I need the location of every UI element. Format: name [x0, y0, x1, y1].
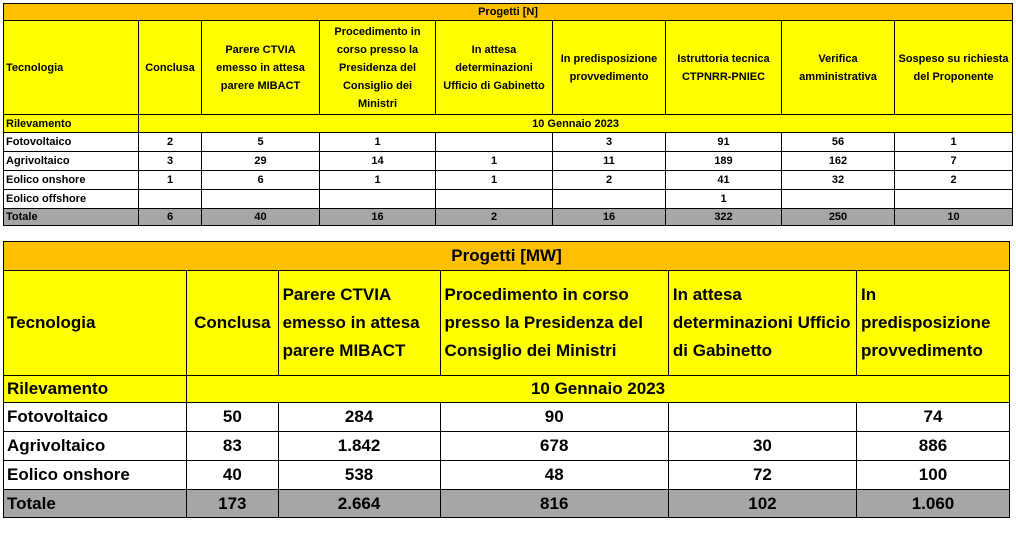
- cell: 2: [895, 171, 1013, 190]
- cell: [320, 190, 436, 209]
- row-label: Eolico onshore: [4, 461, 187, 490]
- header-in-attesa: In attesa determinazioni Ufficio di Gabinetto: [436, 21, 553, 115]
- header-parere-ctvia: Parere CTVIA emesso in attesa parere MIBACT: [278, 271, 440, 376]
- cell: 10: [895, 209, 1013, 226]
- row-label: Agrivoltaico: [4, 152, 139, 171]
- cell: 1: [666, 190, 782, 209]
- cell: 1: [320, 133, 436, 152]
- cell: 2: [436, 209, 553, 226]
- cell: 886: [856, 432, 1009, 461]
- cell: 100: [856, 461, 1009, 490]
- table-row: [4, 152, 1013, 171]
- cell: 16: [320, 209, 436, 226]
- header-in-attesa: In attesa determinazioni Ufficio di Gabinetto: [668, 271, 856, 376]
- row-label: Fotovoltaico: [4, 133, 139, 152]
- cell: 7: [895, 152, 1013, 171]
- table-row: [4, 403, 1010, 432]
- cell: 1: [139, 171, 202, 190]
- cell: 284: [278, 403, 440, 432]
- header-predisposizione: In predisposizione provvedimento: [553, 21, 666, 115]
- header-parere-ctvia: Parere CTVIA emesso in attesa parere MIBACT: [202, 21, 320, 115]
- cell: 1.060: [856, 490, 1009, 518]
- cell: 11: [553, 152, 666, 171]
- header-istruttoria: Istruttoria tecnica CTPNRR-PNIEC: [666, 21, 782, 115]
- cell: 41: [666, 171, 782, 190]
- total-label: Totale: [4, 209, 139, 226]
- cell: 40: [202, 209, 320, 226]
- cell: 29: [202, 152, 320, 171]
- cell: 72: [668, 461, 856, 490]
- total-label: Totale: [4, 490, 187, 518]
- cell: 30: [668, 432, 856, 461]
- cell: 322: [666, 209, 782, 226]
- header-verifica: Verifica amministrativa: [782, 21, 895, 115]
- rilevamento-label: Rilevamento: [4, 115, 139, 133]
- cell: [668, 403, 856, 432]
- header-tecnologia: Tecnologia: [4, 21, 139, 115]
- row-label: Eolico onshore: [4, 171, 139, 190]
- cell: 2: [139, 133, 202, 152]
- cell: 48: [440, 461, 668, 490]
- cell: 16: [553, 209, 666, 226]
- header-procedimento: Procedimento in corso presso la Presidenza del Consiglio dei Ministri: [320, 21, 436, 115]
- header-sospeso: Sospeso su richiesta del Proponente: [895, 21, 1013, 115]
- projects-mw-table: [3, 241, 1010, 518]
- cell: 5: [202, 133, 320, 152]
- cell: 1: [320, 171, 436, 190]
- cell: 6: [139, 209, 202, 226]
- cell: 2: [553, 171, 666, 190]
- cell: [895, 190, 1013, 209]
- header-tecnologia: Tecnologia: [4, 271, 187, 376]
- row-label: Fotovoltaico: [4, 403, 187, 432]
- cell: 816: [440, 490, 668, 518]
- cell: 74: [856, 403, 1009, 432]
- cell: [782, 190, 895, 209]
- cell: [139, 190, 202, 209]
- header-conclusa: Conclusa: [187, 271, 279, 376]
- cell: 91: [666, 133, 782, 152]
- cell: 173: [187, 490, 279, 518]
- rilevamento-date: 10 Gennaio 2023: [187, 376, 1010, 403]
- total-row: [4, 209, 1013, 226]
- cell: 1: [895, 133, 1013, 152]
- rilevamento-row: [4, 115, 1013, 133]
- header-conclusa: Conclusa: [139, 21, 202, 115]
- cell: 102: [668, 490, 856, 518]
- table-title: Progetti [MW]: [4, 242, 1010, 271]
- cell: 32: [782, 171, 895, 190]
- cell: 1: [436, 171, 553, 190]
- table-row: [4, 461, 1010, 490]
- header-predisposizione: In predisposizione provvedimento: [856, 271, 1009, 376]
- header-row: [4, 21, 1013, 115]
- table-row: [4, 133, 1013, 152]
- header-row: [4, 271, 1010, 376]
- table-title: Progetti [N]: [4, 4, 1013, 21]
- cell: [202, 190, 320, 209]
- cell: 90: [440, 403, 668, 432]
- table-row: [4, 432, 1010, 461]
- row-label: Agrivoltaico: [4, 432, 187, 461]
- cell: [553, 190, 666, 209]
- cell: 3: [139, 152, 202, 171]
- cell: 162: [782, 152, 895, 171]
- cell: 50: [187, 403, 279, 432]
- cell: 40: [187, 461, 279, 490]
- cell: 1.842: [278, 432, 440, 461]
- cell: 14: [320, 152, 436, 171]
- cell: 1: [436, 152, 553, 171]
- cell: 56: [782, 133, 895, 152]
- cell: 2.664: [278, 490, 440, 518]
- cell: 83: [187, 432, 279, 461]
- total-row: [4, 490, 1010, 518]
- cell: 678: [440, 432, 668, 461]
- rilevamento-label: Rilevamento: [4, 376, 187, 403]
- cell: 6: [202, 171, 320, 190]
- table-row: [4, 171, 1013, 190]
- header-procedimento: Procedimento in corso presso la Presidenza del Consiglio dei Ministri: [440, 271, 668, 376]
- projects-count-table: [3, 3, 1013, 226]
- table-row: [4, 190, 1013, 209]
- rilevamento-row: [4, 376, 1010, 403]
- cell: 189: [666, 152, 782, 171]
- cell: 3: [553, 133, 666, 152]
- cell: [436, 190, 553, 209]
- row-label: Eolico offshore: [4, 190, 139, 209]
- cell: [436, 133, 553, 152]
- cell: 250: [782, 209, 895, 226]
- rilevamento-date: 10 Gennaio 2023: [139, 115, 1013, 133]
- cell: 538: [278, 461, 440, 490]
